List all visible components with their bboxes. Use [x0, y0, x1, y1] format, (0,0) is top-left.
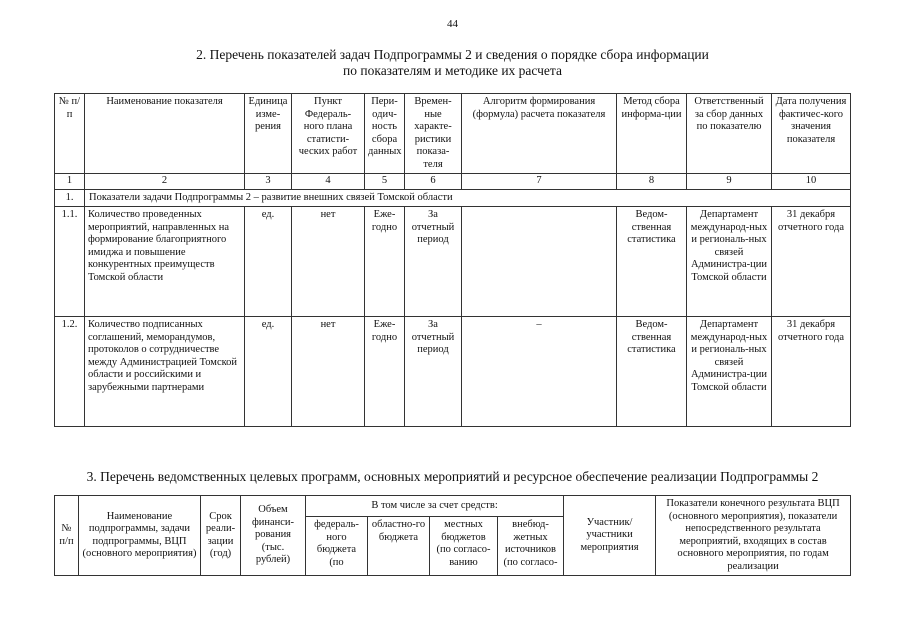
column-number: 10 — [772, 174, 851, 190]
row-method: Ведом-ственная статистика — [617, 207, 687, 317]
header-algorithm: Алгоритм формирования (формула) расчета показателя — [462, 94, 617, 174]
column-number: 8 — [617, 174, 687, 190]
row-date: 31 декабря отчетного года — [772, 207, 851, 317]
header-extra: внебюд-жетных источников (по согласо- — [498, 517, 564, 576]
row-method: Ведом-ственная статистика — [617, 317, 687, 427]
header-indicators: Показатели конечного результата ВЦП (основного мероприятия), показатели непосредственного результата мероприятий, входящих в состав основного мероприятия, по годам реализации — [656, 496, 851, 576]
row-unit: ед. — [245, 317, 292, 427]
header-participants: Участник/ участники мероприятия — [564, 496, 656, 576]
row-federal-plan: нет — [292, 207, 365, 317]
indicators-header-row — [55, 94, 851, 174]
column-number: 7 — [462, 174, 617, 190]
row-responsible: Департамент международ-ных и региональ-ных связей Администра-ции Томской области — [687, 317, 772, 427]
header-time-characteristics: Времен-ные характе-ристики показа-теля — [405, 94, 462, 174]
header-responsible: Ответственный за сбор данных по показателю — [687, 94, 772, 174]
row-indicator-name: Количество проведенных мероприятий, направленных на формирование благоприятного имиджа и повышение конкурентных преимуществ Томской области — [85, 207, 245, 317]
row-responsible: Департамент международ-ных и региональ-ных связей Администра-ции Томской области — [687, 207, 772, 317]
header-periodicity: Пери-одич-ность сбора данных — [365, 94, 405, 174]
table-row — [55, 317, 851, 427]
column-number: 1 — [55, 174, 85, 190]
column-number: 3 — [245, 174, 292, 190]
programs-header-row — [55, 496, 851, 517]
column-numbers-row — [55, 174, 851, 190]
column-number: 4 — [292, 174, 365, 190]
row-date: 31 декабря отчетного года — [772, 317, 851, 427]
column-number: 9 — [687, 174, 772, 190]
column-number: 6 — [405, 174, 462, 190]
row-unit: ед. — [245, 207, 292, 317]
header-including: В том числе за счет средств: — [306, 496, 564, 517]
header-local: местных бюджетов (по согласо-ванию — [430, 517, 498, 576]
header-indicator-name: Наименование показателя — [85, 94, 245, 174]
table-row — [55, 207, 851, 317]
header-collection-method: Метод сбора информа-ции — [617, 94, 687, 174]
header-program-name: Наименование подпрограммы, задачи подпрограммы, ВЦП (основного мероприятия) — [79, 496, 201, 576]
header-term: Срок реали-зации (год) — [201, 496, 241, 576]
row-indicator-name: Количество подписанных соглашений, меморандумов, протоколов о сотрудничестве между Администрацией Томской области и российскими и зарубежными партнерами — [85, 317, 245, 427]
column-number: 2 — [85, 174, 245, 190]
group-title: Показатели задачи Подпрограммы 2 – развитие внешних связей Томской области — [85, 189, 851, 207]
programs-table — [54, 495, 851, 576]
row-num: 1.1. — [55, 207, 85, 317]
header-federal-plan: Пункт Федераль-ного плана статисти-ческих работ — [292, 94, 365, 174]
column-number: 5 — [365, 174, 405, 190]
header-num: № п/п — [55, 94, 85, 174]
section2-title — [60, 47, 845, 79]
group-row — [55, 189, 851, 207]
header-date: Дата получения фактичес-кого значения показателя — [772, 94, 851, 174]
row-time: За отчетный период — [405, 207, 462, 317]
header-regional: областно-го бюджета — [368, 517, 430, 576]
page-number: 44 — [447, 18, 458, 30]
header-federal: федераль-ного бюджета (по — [306, 517, 368, 576]
row-federal-plan: нет — [292, 317, 365, 427]
group-num: 1. — [55, 189, 85, 207]
header-num: № п/п — [55, 496, 79, 576]
row-periodicity: Еже-годно — [365, 317, 405, 427]
indicators-table — [54, 93, 851, 427]
row-time: За отчетный период — [405, 317, 462, 427]
row-algorithm: – — [462, 317, 617, 427]
header-unit: Единица изме-рения — [245, 94, 292, 174]
header-volume: Объем финанси-рования (тыс. рублей) — [241, 496, 306, 576]
row-periodicity: Еже-годно — [365, 207, 405, 317]
section3-title: 3. Перечень ведомственных целевых программ, основных мероприятий и ресурсное обеспечение реализации Подпрограммы 2 — [86, 469, 819, 484]
row-algorithm — [462, 207, 617, 317]
row-num: 1.2. — [55, 317, 85, 427]
section2-title-line1: 2. Перечень показателей задач Подпрограммы 2 и сведения о порядке сбора информации — [196, 47, 709, 62]
section2-title-line2: по показателям и методике их расчета — [343, 63, 562, 78]
